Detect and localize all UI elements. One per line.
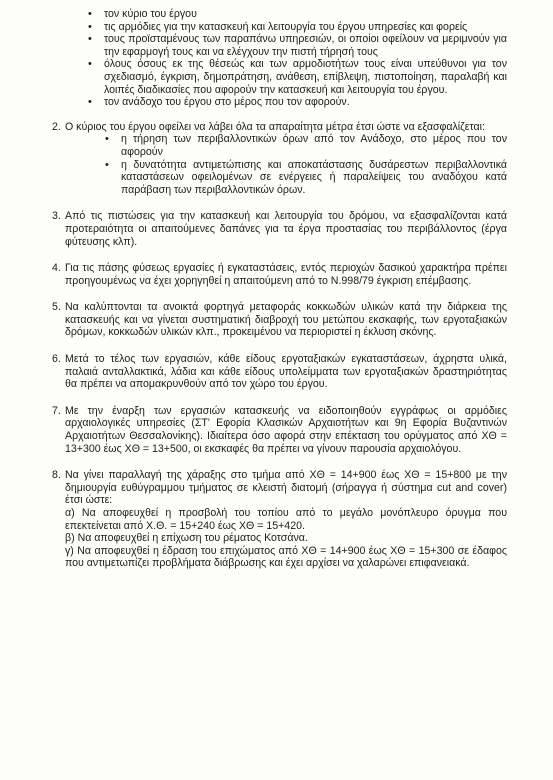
list-item: • όλους όσους εκ της θέσεώς και των αρμοδιοτήτων τους είναι υπεύθυνοι για τον σχεδιασμό, έγκριση, δημοπράτηση, ανάθεση, επίβλεψη, πιστοποίηση, παραλαβή και λοιπές διαδικασίες που αφορούν την κατασκευή και λειτουργία του έργου. <box>88 58 507 96</box>
list-item: • η δυνατότητα αντιμετώπισης και αποκατάστασης δυσάρεστων περιβαλλοντικά καταστάσεων οφειλομένων σε ενέργειες ή παραλείψεις του αναδόχου κατά παράβαση των περιβαλλοντικών όρων. <box>105 159 507 197</box>
numbered-item-3 <box>52 210 507 248</box>
numbered-item-4 <box>52 262 507 287</box>
item-text: Ο κύριος του έργου οφείλει να λάβει όλα τα απαραίτητα μέτρα έτσι ώστε να εξασφαλίζεται: <box>65 120 485 133</box>
list-item: • τους προϊσταμένους των παραπάνω υπηρεσιών, οι οποίοι οφείλουν να μεριμνούν για την εφαρμογή τους και να ελέγχουν την πιστή τήρησή τους <box>88 33 507 58</box>
item-number: 6. <box>52 353 61 366</box>
sub-item-a: α) Να αποφευχθεί η προσβολή του τοπίου από το μεγάλο μονόπλευρο όρυγμα που επεκτείνεται από Χ.Θ. = 15+240 έως ΧΘ = 15+420. <box>65 507 507 532</box>
list-item: • η τήρηση των περιβαλλοντικών όρων από τον Ανάδοχο, στο μέρος που τον αφορούν <box>105 133 507 158</box>
item-text: Να καλύπτονται τα ανοικτά φορτηγά μεταφοράς κοκκωδών υλικών κατά την διάρκεια της κατασκευής και να γίνεται συστηματική διαβροχή του μετώπου εκσκαφής, των εργοταξιακών δρόμων, κοκκωδών υλικών κλπ., προκειμένου να περιοριστεί η έκλυση σκόνης. <box>65 301 507 339</box>
numbered-item-8 <box>52 469 507 570</box>
owner-obligations-list <box>105 133 507 196</box>
sub-item-c: γ) Να αποφευχθεί η έδραση του επιχώματος από ΧΘ = 14+900 έως ΧΘ = 15+300 σε έδαφος που αντιμετωπίζει προβλήματα διάβρωσης και έχει αρχίσει να χαλαρώνει επιφανειακά. <box>65 544 507 570</box>
numbered-item-7 <box>52 405 507 455</box>
item-number: 8. <box>52 469 61 482</box>
item-text: Για τις πάσης φύσεως εργασίες ή εγκαταστάσεις, εντός περιοχών δασικού χαρακτήρα πρέπει προηγουμένως να έχει χορηγηθεί η απαιτούμενη από το Ν.998/79 έγκριση επέμβασης. <box>65 262 507 287</box>
responsible-parties-list <box>88 8 507 109</box>
list-item: • τον κύριο του έργου <box>88 8 507 21</box>
item-text: Από τις πιστώσεις για την κατασκευή και λειτουργία του δρόμου, να εξασφαλίζονται κατά προτεραιότητα οι απαιτούμενες δαπάνες για τα έργα προστασίας του περιβάλλοντος (έργα φύτευσης κλπ). <box>65 210 507 248</box>
numbered-item-5 <box>52 301 507 339</box>
list-item: • τις αρμόδιες για την κατασκευή και λειτουργία του έργου υπηρεσίες και φορείς <box>88 21 507 34</box>
numbered-item-2 <box>52 121 507 197</box>
item-text: Να γίνει παραλλαγή της χάραξης στο τμήμα από ΧΘ = 14+900 έως ΧΘ = 15+800 με την δημιουργία ευθύγραμμου τμήματος σε κλειστή διατομή (σήραγγα ή σύστημα cut and cover) έτσι ώστε: <box>65 469 507 507</box>
item-text: Με την έναρξη των εργασιών κατασκευής να ειδοποιηθούν εγγράφως οι αρμόδιες αρχαιολογικές υπηρεσίες (ΣΤ' Εφορία Κλασικών Αρχαιοτήτων και 9η Εφορία Βυζαντινών Αρχαιοτήτων Θεσσαλονίκης). Ιδιαίτερα όσο αφορά στην επέκταση του ορύγματος από ΧΘ = 13+300 έως ΧΘ = 13+500, οι εκσκαφές θα πρέπει να γίνουν παρουσία αρχαιολόγου. <box>65 404 507 455</box>
sub-item-b: β) Να αποφευχθεί η επίχωση του ρέματος Κοτσάνα. <box>65 532 308 545</box>
item-number: 3. <box>52 210 61 223</box>
item-number: 7. <box>52 404 61 417</box>
item-number: 2. <box>52 120 61 133</box>
list-item: • τον ανάδοχο του έργου στο μέρος που τον αφορούν. <box>88 96 507 109</box>
item-number: 4. <box>52 262 61 275</box>
item-number: 5. <box>52 301 61 314</box>
item-text: Μετά το τέλος των εργασιών, κάθε είδους εργοταξιακών εγκαταστάσεων, άχρηστα υλικά, παλαιά ανταλλακτικά, λάδια και κάθε είδους υπολείμματα των εργοταξιακών δραστηριότητας θα πρέπει να απομακρυνθούν από τον χώρο του έργου. <box>65 353 507 391</box>
numbered-item-6 <box>52 353 507 391</box>
